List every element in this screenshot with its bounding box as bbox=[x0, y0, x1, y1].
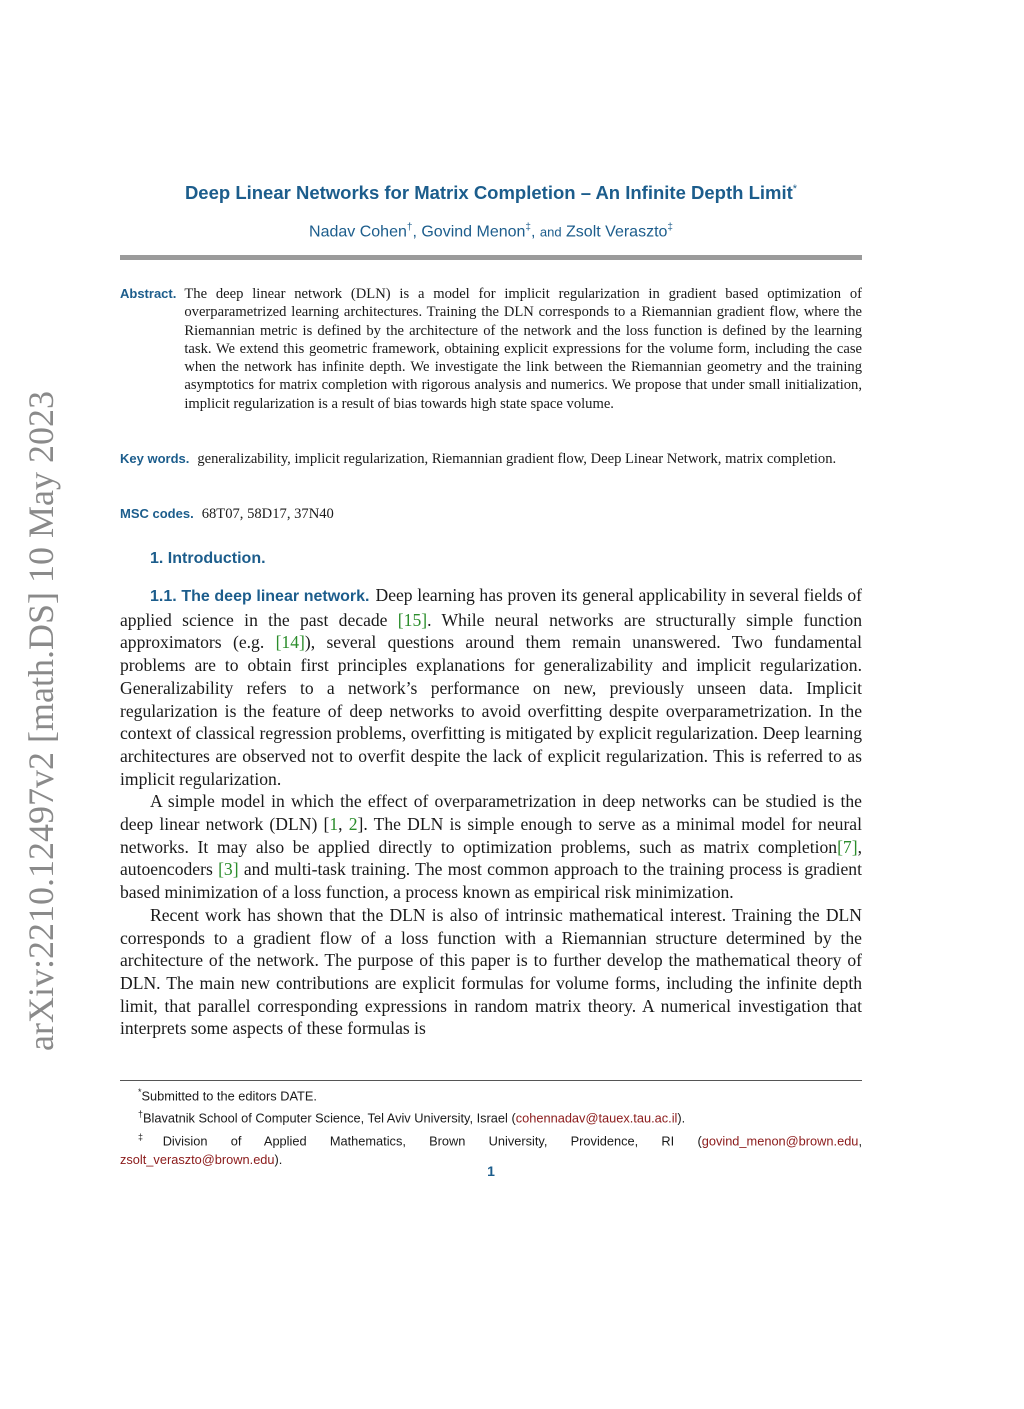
paper-title bbox=[120, 182, 862, 204]
footnote-mark: * bbox=[138, 1087, 142, 1097]
author-footnote-mark: † bbox=[406, 222, 413, 233]
paragraph bbox=[120, 584, 862, 790]
arxiv-identifier-stamp bbox=[12, 391, 70, 1051]
citation-link[interactable]: [14] bbox=[275, 632, 305, 653]
msc-codes-text: 68T07, 58D17, 37N40 bbox=[201, 506, 334, 522]
keywords-text: generalizability, implicit regularization, Riemannian gradient flow, Deep Linear Network, matrix completion. bbox=[197, 451, 837, 467]
author-separator: , bbox=[530, 223, 536, 241]
abstract-block bbox=[120, 285, 862, 413]
keywords-label: Key words. bbox=[120, 451, 190, 466]
abstract-label: Abstract. bbox=[120, 286, 177, 301]
paragraph bbox=[120, 790, 862, 904]
citation-link[interactable]: [15] bbox=[397, 609, 428, 630]
author-list bbox=[120, 222, 862, 241]
paragraph-text: , bbox=[338, 814, 349, 835]
paragraph-text: ]. The DLN is simple enough to serve as a minimal model for neural networks. It may also be applied directly to optimization problems, such as matrix completion bbox=[120, 814, 863, 857]
citation-link[interactable]: 2 bbox=[348, 814, 358, 835]
abstract-text: The deep linear network (DLN) is a model for implicit regularization in gradient based optimization of overparametrized learning architectures. Training the DLN corresponds to a Riemannian gradient flow, where the Riemannian metric is defined by the architecture of the network and the loss function is defined by the learning task. We extend this geometric framework, obtaining explicit expressions for the volume form, including the case when the network has infinite depth. We investigate the link between the Riemannian geometry and the training asymptotics for matrix completion with rigorous analysis and numerics. We propose that under small initialization, implicit regularization is a result of bias towards high state space volume. bbox=[184, 286, 862, 412]
msc-codes-block bbox=[120, 505, 862, 523]
footnote-text: Division of Applied Mathematics, Brown University, Providence, RI ( bbox=[162, 1132, 702, 1148]
title-divider bbox=[120, 255, 862, 260]
email-link[interactable]: govind_menon@brown.edu bbox=[701, 1132, 859, 1148]
paragraph-text: . While neural networks are structurally simple function approximators (e.g. bbox=[120, 609, 862, 653]
paragraph-text: A simple model in which the effect of overparametrization in deep networks can be studied is the deep linear network (DLN) [ bbox=[120, 791, 862, 835]
footnote-text: ). bbox=[274, 1151, 283, 1167]
author-name: Nadav Cohen bbox=[309, 223, 407, 241]
email-link[interactable]: cohennadav@tauex.tau.ac.il bbox=[515, 1110, 678, 1126]
footnotes bbox=[120, 1083, 862, 1169]
author-separator: , bbox=[412, 223, 417, 241]
paragraph-text: Deep learning has proven its general applicability in several fields of applied science in the past decade bbox=[120, 585, 862, 630]
paragraph-text: Recent work has shown that the DLN is also of intrinsic mathematical interest. Training the DLN corresponds to a gradient flow of a loss function with a Riemannian structure determined by the architecture of the network. The purpose of this paper is to further develop the mathematical theory of DLN. The main new contributions are explicit formulas for volume forms, including the infinite depth limit, that parallel corresponding expressions in random matrix theory. A numerical investigation that interprets some aspects of these formulas is bbox=[120, 904, 862, 1039]
paper-title-text: Deep Linear Networks for Matrix Completion – An Infinite Depth Limit bbox=[184, 182, 793, 203]
title-footnote-mark: * bbox=[792, 182, 798, 195]
citation-link[interactable]: [7] bbox=[837, 836, 858, 857]
paragraph-text: ), several questions around them remain unanswered. Two fundamental problems are to obtain first principles explanations for generalizability and implicit regularization. Generalizability refers to a network’s performance on new, previously unseen data. Implicit regularization is the feature of deep networks to avoid overfitting despite overparametrization. In the context of classical regression problems, overfitting is mitigated by explicit regularization. Deep learning architectures are observed not to overfit despite the lack of explicit regularization. This is referred to as implicit regularization. bbox=[120, 632, 863, 789]
footnote-text: , bbox=[858, 1132, 862, 1148]
citation-link[interactable]: [3] bbox=[218, 859, 239, 880]
arxiv-identifier-text: arXiv:2210.12497v2 [math.DS] 10 May 2023 bbox=[21, 391, 61, 1051]
paragraph-text: , autoencoders bbox=[120, 836, 862, 880]
body-text bbox=[120, 584, 862, 1040]
author-conjunction: and bbox=[539, 224, 562, 240]
footnote bbox=[120, 1105, 862, 1127]
author-name: Govind Menon bbox=[421, 223, 526, 241]
section-heading-introduction: 1. Introduction. bbox=[150, 550, 266, 567]
paragraph-text: and multi-task training. The most common approach to the training process is gradient based minimization of a loss function, a process known as empirical risk minimization. bbox=[120, 859, 862, 903]
paragraph bbox=[120, 904, 862, 1040]
author-name: Zsolt Veraszto bbox=[566, 223, 668, 241]
footnote-mark: † bbox=[138, 1109, 144, 1120]
keywords-block bbox=[120, 450, 862, 468]
footnote-divider bbox=[120, 1080, 862, 1081]
author-footnote-mark: ‡ bbox=[667, 222, 673, 233]
subsection-heading: 1.1. The deep linear network. bbox=[150, 588, 370, 605]
author-footnote-mark: ‡ bbox=[525, 222, 531, 233]
footnote-text: ). bbox=[677, 1110, 686, 1126]
footnote-mark: ‡ bbox=[138, 1131, 163, 1142]
footnote-text: Blavatnik School of Computer Science, Tel Aviv University, Israel ( bbox=[143, 1110, 516, 1126]
footnote-text: Submitted to the editors DATE. bbox=[141, 1088, 317, 1104]
email-link[interactable]: zsolt_veraszto@brown.edu bbox=[120, 1151, 275, 1167]
footnote bbox=[120, 1128, 862, 1150]
footnote bbox=[120, 1083, 862, 1105]
msc-codes-label: MSC codes. bbox=[120, 506, 194, 521]
citation-link[interactable]: 1 bbox=[329, 814, 339, 835]
page-number: 1 bbox=[487, 1163, 495, 1179]
